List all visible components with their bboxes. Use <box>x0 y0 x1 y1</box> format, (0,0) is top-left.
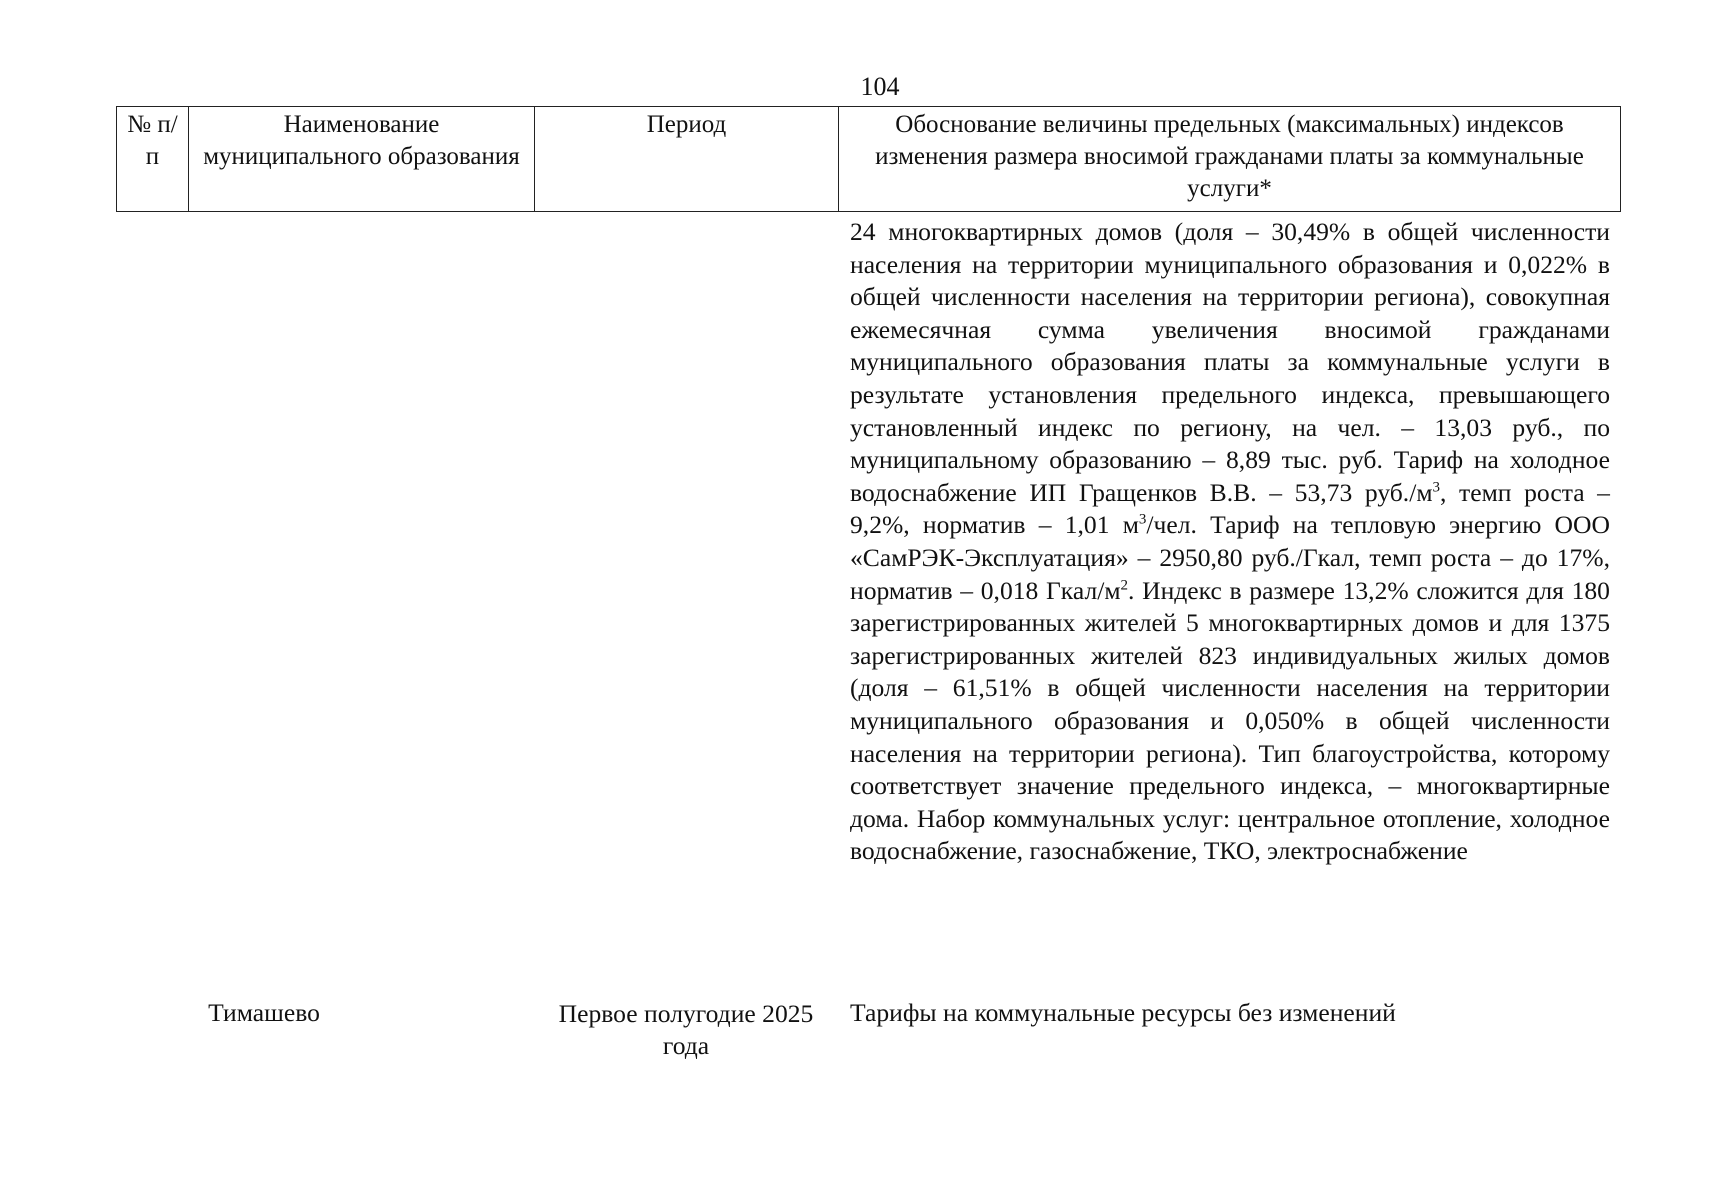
row-justification: Тарифы на коммунальные ресурсы без изменений <box>850 998 1396 1027</box>
header-col-name: Наименование муниципального образования <box>189 107 535 212</box>
header-row <box>117 107 1621 212</box>
justification-paragraph: 24 многоквартирных домов (доля – 30,49% в общей численности населения на территории муниципального образования и 0,022% в общей численности населения на территории региона), совокупная ежемесячная сумма увеличения вносимой гражданами муниципального образования платы за коммунальные услуги в результате установления предельного индекса, превышающего установленный индекс по региону, на чел. – 13,03 руб., по муниципальному образованию – 8,89 тыс. руб. Тариф на холодное водоснабжение ИП Гращенков В.В. – 53,73 $руб./м^3$, темп роста – 9,2%, норматив – 1,01 $м^3$/чел. Тариф на тепловую энергию ООО «СамРЭК-Эксплуатация» – 2950,80 руб./Гкал, темп роста – до 17%, норматив – 0,018 Гкал/$м^2$. Индекс в размере 13,2% сложится для 180 зарегистрированных жителей 5 многоквартирных домов и для 1375 зарегистрированных жителей 823 индивидуальных жилых домов (доля – 61,51% в общей численности населения на территории муниципального образования и 0,050% в общей численности населения на территории региона). Тип благоустройства, которому соответствует значение предельного индекса, – многоквартирные дома. Набор коммунальных услуг: центральное отопление, холодное водоснабжение, газоснабжение, ТКО, электроснабжение <box>850 217 1610 866</box>
header-col-justification: Обоснование величины предельных (максимальных) индексов изменения размера вносимой гражданами платы за коммунальные услуги* <box>839 107 1621 212</box>
header-col-period: Период <box>535 107 839 212</box>
continued-justification-text <box>850 216 1610 868</box>
header-col-number: № п/п <box>117 107 189 212</box>
table-header <box>116 106 1621 212</box>
row-municipality-name: Тимашево <box>208 998 320 1027</box>
page-number: 104 <box>860 72 900 101</box>
row-period: Первое полугодие 2025 года <box>558 999 814 1060</box>
